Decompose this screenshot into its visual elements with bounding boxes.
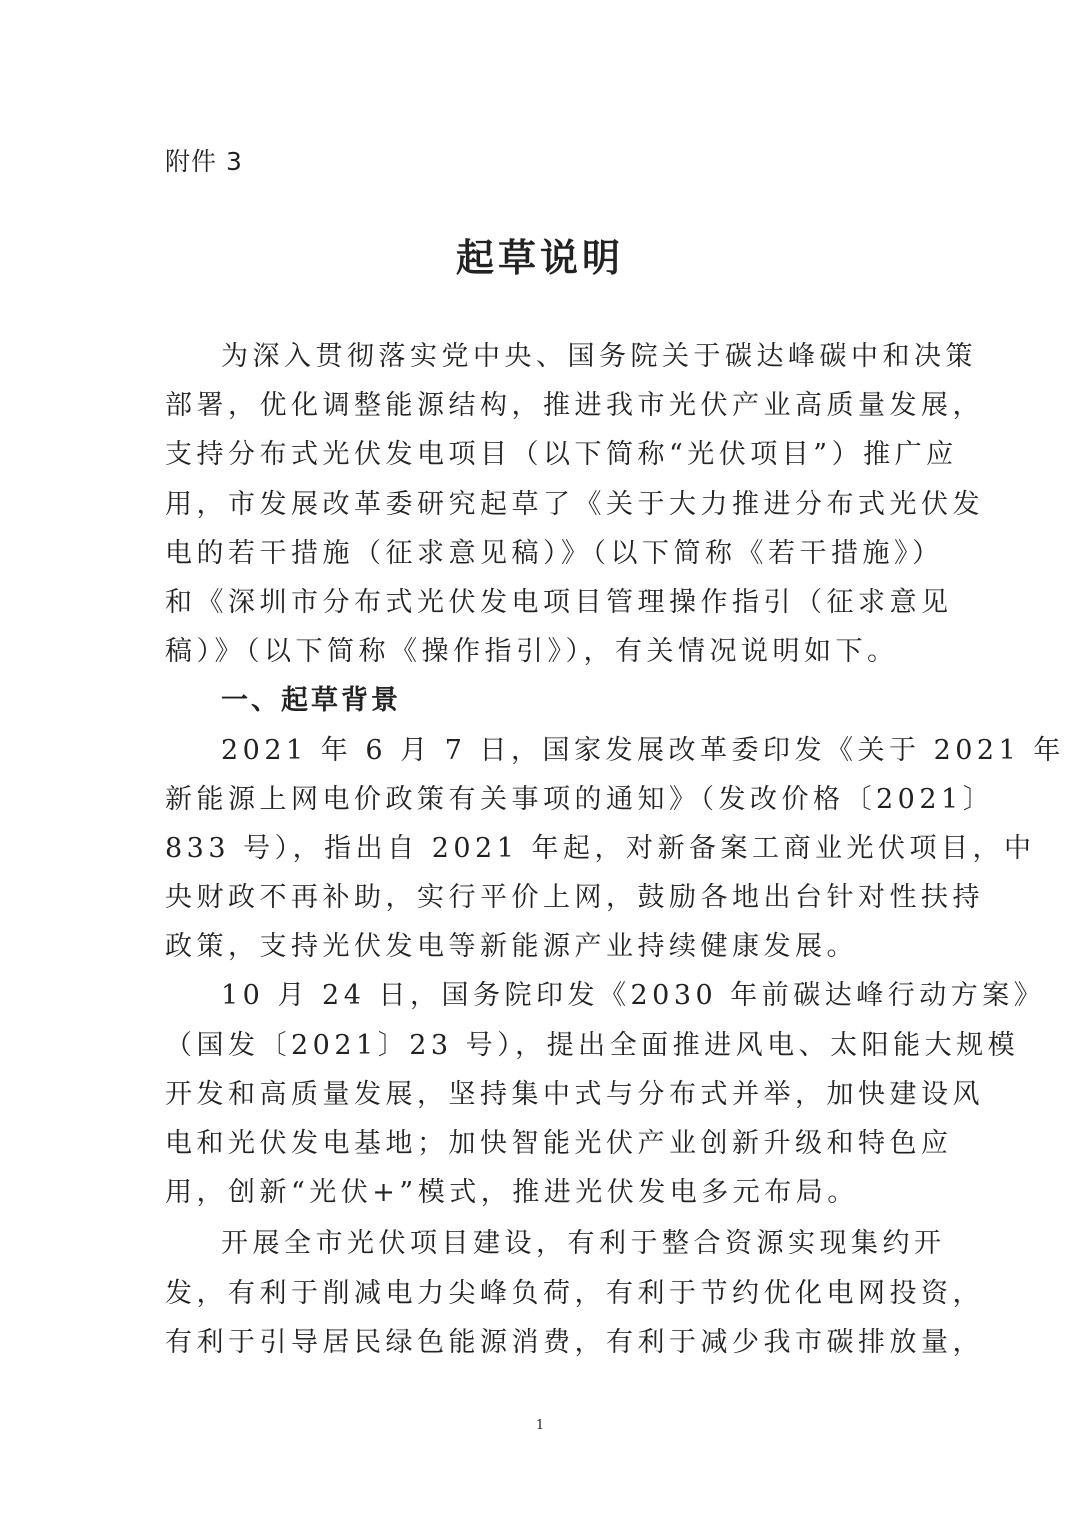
paragraph-intro bbox=[165, 332, 984, 676]
text-line: 用，市发展改革委研究起草了《关于大力推进分布式光伏发 bbox=[165, 488, 984, 520]
text-line: 10 月 24 日，国务院印发《2030 年前碳达峰行动方案》 bbox=[221, 980, 1046, 1012]
page-number: 1 bbox=[535, 1418, 545, 1433]
text-line: 电的若干措施（征求意见稿）》（以下简称《若干措施》） bbox=[165, 537, 944, 569]
text-line: 833 号），指出自 2021 年起，对新备案工商业光伏项目，中 bbox=[165, 832, 1036, 864]
text-line: 稿）》（以下简称《操作指引》），有关情况说明如下。 bbox=[165, 636, 899, 668]
text-line: 央财政不再补助，实行平价上网，鼓励各地出台针对性扶持 bbox=[165, 882, 984, 914]
section-heading bbox=[165, 676, 920, 725]
text-line: 开发和高质量发展，坚持集中式与分布式并举，加快建设风 bbox=[165, 1078, 984, 1110]
document-body bbox=[165, 332, 1065, 1367]
text-line: 和《深圳市分布式光伏发电项目管理操作指引（征求意见 bbox=[165, 586, 953, 618]
text-line: 为深入贯彻落实党中央、国务院关于碳达峰碳中和决策 bbox=[221, 341, 977, 372]
text-line: （国发〔2021〕23 号），提出全面推进风电、太阳能大规模 bbox=[165, 1029, 1020, 1061]
text-line: 发，有利于削减电力尖峰负荷，有利于节约优化电网投资， bbox=[165, 1277, 984, 1309]
paragraph-background-1 bbox=[165, 726, 1065, 972]
text-line: 新能源上网电价政策有关事项的通知》（发改价格〔2021〕 bbox=[165, 783, 995, 815]
text-line: 开展全市光伏项目建设，有利于整合资源实现集约开 bbox=[221, 1228, 946, 1260]
text-line: 2021 年 6 月 7 日，国家发展改革委印发《关于 2021 年 bbox=[221, 734, 1065, 766]
text-line: 有利于引导居民绿色能源消费，有利于减少我市碳排放量， bbox=[165, 1326, 984, 1358]
paragraph-benefits bbox=[165, 1219, 984, 1367]
attachment-label: 附件 3 bbox=[165, 147, 243, 176]
document-title: 起草说明 bbox=[455, 236, 624, 280]
text-line: 用，创新“光伏+”模式，推进光伏发电多元布局。 bbox=[165, 1177, 859, 1209]
text-line: 部署，优化调整能源结构，推进我市光伏产业高质量发展， bbox=[165, 390, 984, 422]
text-line: 支持分布式光伏发电项目（以下简称“光伏项目”）推广应 bbox=[165, 439, 958, 471]
section-heading-text: 一、起草背景 bbox=[221, 685, 401, 717]
paragraph-background-2 bbox=[165, 971, 1046, 1217]
text-line: 电和光伏发电基地；加快智能光伏产业创新升级和特色应 bbox=[165, 1128, 953, 1159]
text-line: 政策，支持光伏发电等新能源产业持续健康发展。 bbox=[165, 931, 858, 963]
